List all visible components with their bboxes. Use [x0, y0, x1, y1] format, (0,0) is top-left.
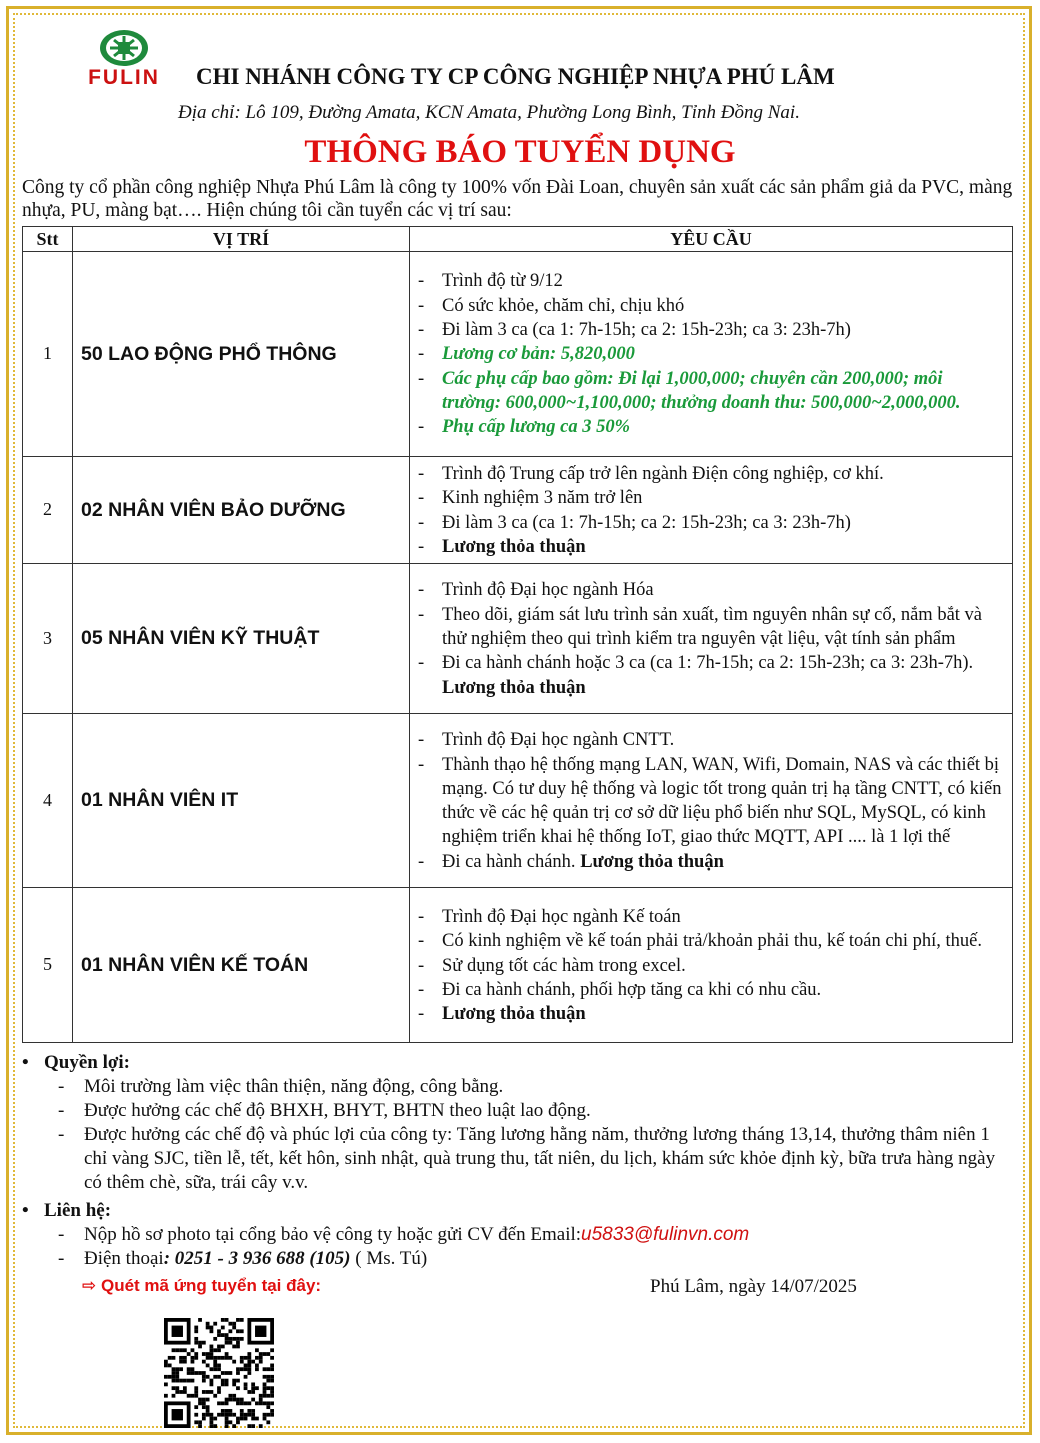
requirement-item	[416, 954, 1004, 978]
requirement-item	[416, 342, 1004, 366]
requirement-item	[416, 318, 1004, 342]
requirement-text: Đi ca hành chánh.	[442, 851, 576, 872]
contact-section	[22, 1199, 1012, 1271]
benefits-section	[22, 1051, 1012, 1195]
salary-note: Lương thỏa thuận	[580, 851, 724, 872]
page-title: THÔNG BÁO TUYỂN DỤNG	[304, 134, 736, 170]
requirement-text: Trình độ từ 9/12	[442, 271, 563, 292]
row-requirements	[410, 457, 1013, 564]
requirement-text: Theo dõi, giám sát lưu trình sản xuất, tìm nguyên nhân sự cố, nắm bắt và thử nghiệm theo qui trình kiểm tra nguyên vật liệu, vật tính sản phẩm	[442, 604, 983, 650]
benefit-item: - Được hưởng các chế độ BHXH, BHYT, BHTN theo luật lao động.	[58, 1099, 1012, 1123]
table-row	[23, 252, 1013, 457]
scan-qr-label: ⇨ Quét mã ứng tuyển tại đây:	[82, 1276, 322, 1295]
requirements-list	[410, 573, 1012, 703]
requirement-item	[416, 753, 1004, 850]
benefit-item: - Được hưởng các chế độ và phúc lợi của công ty: Tăng lương hằng năm, thưởng lương tháng 13,14, thưởng thâm niên 1 chỉ vàng SJC, tiền lễ, tết, kết hôn, sinh nhật, quà trung thu, tất niên, du lịch, khám sức khỏe định kỳ, bữa trưa hàng ngày có thêm chè, sữa, trái cây v.v.	[58, 1123, 1012, 1195]
position-title: 01 NHÂN VIÊN IT	[81, 789, 239, 812]
requirement-item	[416, 850, 1004, 874]
table-row	[23, 888, 1013, 1043]
requirement-item	[416, 367, 1004, 416]
requirement-item	[416, 905, 1004, 929]
requirement-item	[416, 511, 1004, 535]
phone-label: Điện thoại	[84, 1248, 164, 1269]
requirement-text: Trình độ Đại học ngành Hóa	[442, 580, 654, 601]
header-requirements: YÊU CẦU	[410, 227, 1013, 252]
stt-value: 3	[43, 627, 52, 648]
stt-value: 4	[43, 789, 52, 810]
requirement-item	[416, 978, 1004, 1002]
stt-value: 1	[43, 343, 52, 363]
stt-value: 2	[43, 499, 52, 520]
requirements-list	[410, 900, 1012, 1030]
contact-list	[22, 1223, 1012, 1271]
row-stt	[23, 714, 73, 888]
requirement-item	[416, 294, 1004, 318]
requirements-list	[410, 457, 1012, 563]
requirement-text: Lương thỏa thuận	[442, 536, 586, 557]
row-stt	[23, 888, 73, 1043]
benefits-heading: • Quyền lợi:	[22, 1051, 1012, 1075]
company-name: CHI NHÁNH CÔNG TY CP CÔNG NGHIỆP NHỰA PHÚ LÂM	[196, 64, 835, 89]
row-requirements	[410, 252, 1013, 457]
phone-contact: ( Ms. Tú)	[355, 1248, 428, 1269]
position-title: 02 NHÂN VIÊN BẢO DƯỠNG	[81, 498, 346, 521]
row-position	[73, 888, 410, 1043]
logo-text: FULIN	[88, 66, 160, 89]
contact-heading: • Liên hệ:	[22, 1199, 1012, 1223]
requirement-text: Trình độ Đại học ngành CNTT.	[442, 730, 675, 751]
contact-email[interactable]: u5833@fulinvn.com	[581, 1224, 750, 1245]
requirement-item	[416, 415, 1004, 439]
row-position	[73, 564, 410, 714]
requirement-text: Đi làm 3 ca (ca 1: 7h-15h; ca 2: 15h-23h; ca 3: 23h-7h)	[442, 512, 851, 533]
contact-phone	[58, 1247, 1012, 1271]
requirement-item	[416, 578, 1004, 602]
requirement-text: Sử dụng tốt các hàm trong excel.	[442, 955, 686, 976]
company-address: Địa chỉ: Lô 109, Đường Amata, KCN Amata, Phường Long Bình, Tỉnh Đồng Nai.	[178, 102, 800, 123]
row-position	[73, 457, 410, 564]
requirement-item	[416, 269, 1004, 293]
header-stt: Stt	[23, 227, 73, 252]
row-stt	[23, 457, 73, 564]
row-requirements	[410, 564, 1013, 714]
date-text: Phú Lâm, ngày 14/07/2025	[650, 1276, 857, 1297]
row-position	[73, 714, 410, 888]
phone-number[interactable]: : 0251 - 3 936 688 (105)	[163, 1248, 351, 1269]
benefit-item: - Môi trường làm việc thân thiện, năng động, công bằng.	[58, 1075, 1012, 1099]
row-requirements	[410, 714, 1013, 888]
requirement-text: Trình độ Trung cấp trở lên ngành Điện công nghiệp, cơ khí.	[442, 464, 884, 484]
salary-note: Lương thỏa thuận	[442, 677, 586, 698]
requirement-text: Thành thạo hệ thống mạng LAN, WAN, Wifi, Domain, NAS và các thiết bị mạng. Có tư duy hệ thống và logic tốt trong quản trị hạ tầng CNTT, có kiến thức về các hệ quản trị cơ sở dữ liệu phổ biến như SQL, MySQL, có kinh nghiệm triển khai hệ thống IoT, giao thức MQTT, API .... là 1 lợi thế	[442, 754, 1002, 848]
requirement-text: Lương thỏa thuận	[442, 1004, 586, 1025]
row-requirements	[410, 888, 1013, 1043]
requirement-item	[416, 462, 1004, 486]
requirement-text: Đi làm 3 ca (ca 1: 7h-15h; ca 2: 15h-23h; ca 3: 23h-7h)	[442, 320, 851, 341]
requirement-text: Có sức khỏe, chăm chỉ, chịu khó	[442, 295, 685, 316]
submit-text: Nộp hồ sơ photo tại cổng bảo vệ công ty hoặc gửi CV đến Email:	[84, 1224, 582, 1245]
requirement-item	[416, 929, 1004, 953]
requirement-item	[416, 535, 1004, 559]
qr-code-icon[interactable]	[164, 1318, 274, 1428]
table-header-row	[23, 227, 1013, 252]
requirements-list	[410, 723, 1012, 878]
table-row	[23, 714, 1013, 888]
table-row	[23, 564, 1013, 714]
requirement-text: Kinh nghiệm 3 năm trở lên	[442, 488, 643, 509]
row-position	[73, 252, 410, 457]
requirement-item	[416, 1002, 1004, 1026]
row-stt	[23, 252, 73, 457]
requirement-text: Lương cơ bản: 5,820,000	[442, 344, 635, 365]
requirement-item	[416, 651, 1004, 700]
requirement-text: Đi ca hành chánh, phối hợp tăng ca khi có nhu cầu.	[442, 979, 822, 1000]
jobs-table	[22, 226, 1013, 1043]
requirement-text: Trình độ Đại học ngành Kế toán	[442, 906, 681, 927]
intro-paragraph: Công ty cổ phần công nghiệp Nhựa Phú Lâm là công ty 100% vốn Đài Loan, chuyên sản xuất các sản phẩm giả da PVC, màng nhựa, PU, màng bạt…. Hiện chúng tôi cần tuyển các vị trí sau:	[22, 177, 1013, 221]
position-title: 50 LAO ĐỘNG PHỔ THÔNG	[81, 342, 337, 365]
requirement-text: Các phụ cấp bao gồm: Đi lại 1,000,000; chuyên cần 200,000; môi trường: 600,000~1,100,000; thưởng doanh thu: 500,000~2,000,000.	[442, 368, 961, 413]
position-title: 01 NHÂN VIÊN KẾ TOÁN	[81, 953, 309, 976]
requirement-text: Đi ca hành chánh hoặc 3 ca (ca 1: 7h-15h; ca 2: 15h-23h; ca 3: 23h-7h).	[442, 653, 974, 674]
benefits-list	[22, 1075, 1012, 1195]
position-title: 05 NHÂN VIÊN KỸ THUẬT	[81, 627, 320, 650]
requirements-list	[410, 264, 1012, 443]
requirement-item	[416, 603, 1004, 652]
contact-submit	[58, 1223, 1012, 1247]
requirement-text: Phụ cấp lương ca 3 50%	[442, 417, 631, 438]
header-position: VỊ TRÍ	[73, 227, 410, 252]
requirement-item	[416, 728, 1004, 752]
table-row	[23, 457, 1013, 564]
requirement-text: Có kinh nghiệm về kế toán phải trả/khoản phải thu, kế toán chi phí, thuế.	[442, 931, 982, 952]
requirement-item	[416, 486, 1004, 510]
stt-value: 5	[43, 954, 52, 975]
row-stt	[23, 564, 73, 714]
